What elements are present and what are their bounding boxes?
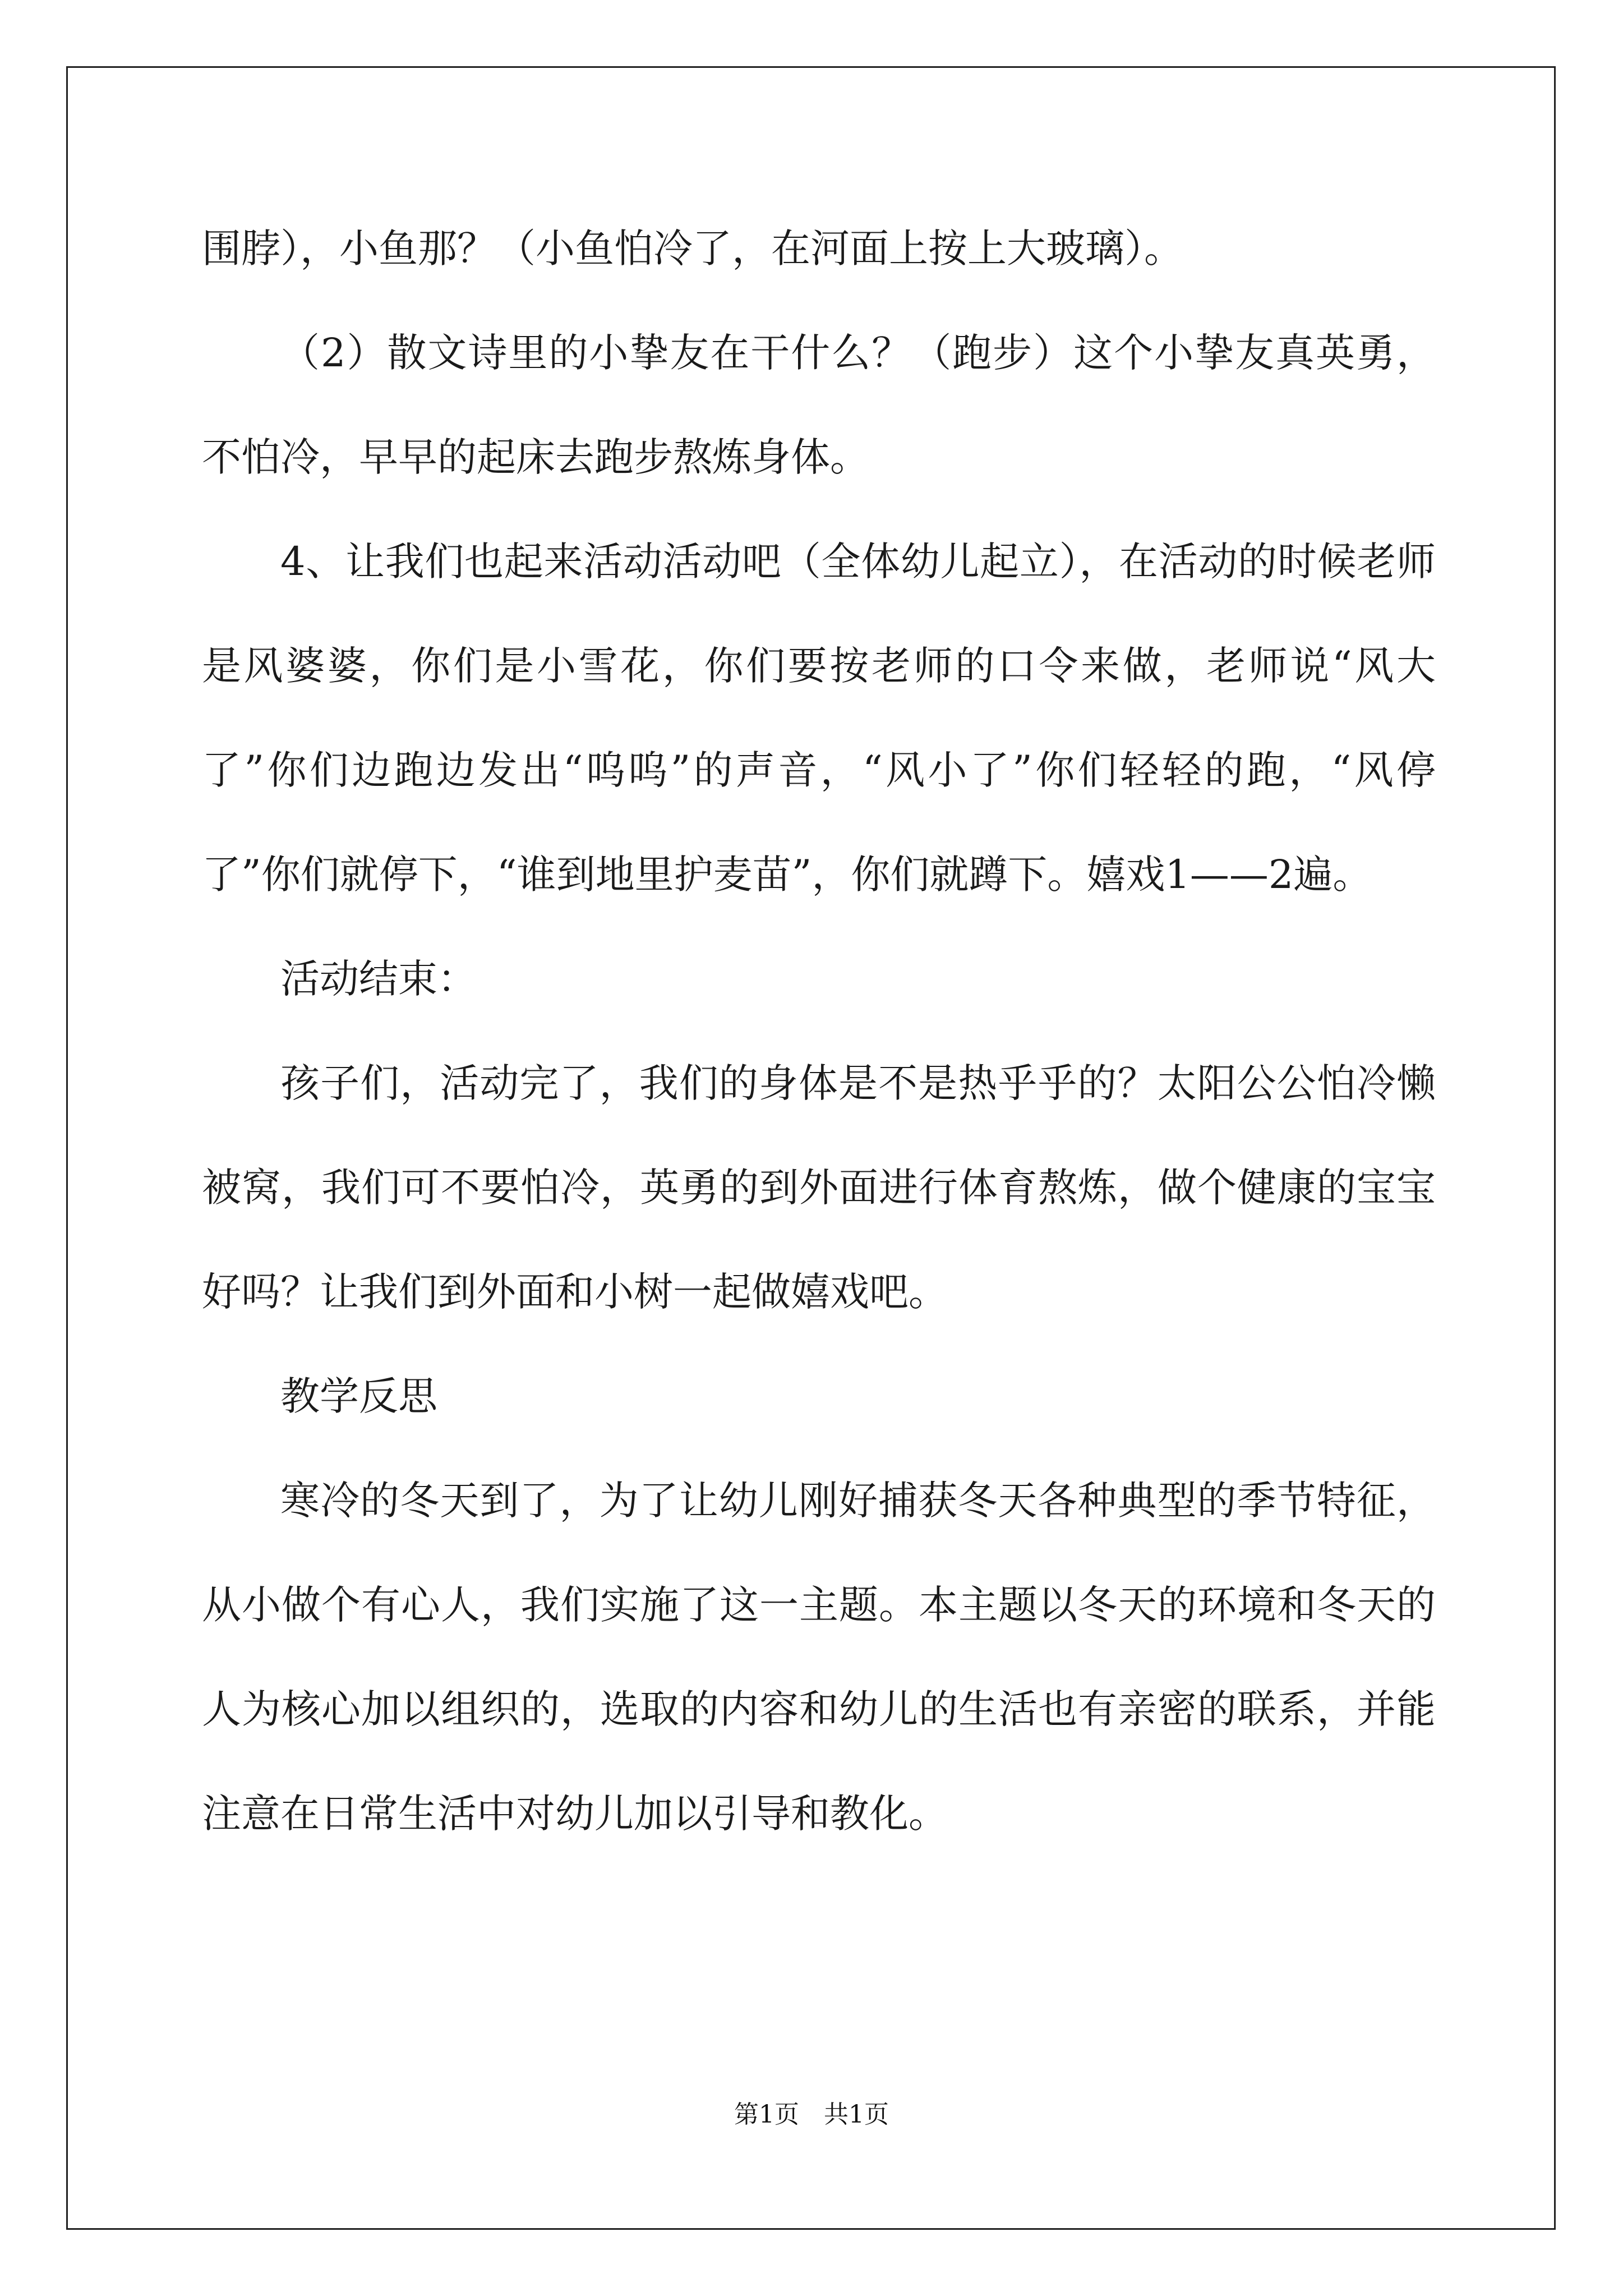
paragraph-5: 孩子们，活动完了，我们的身体是不是热乎乎的？太阳公公怕冷懒被窝，我们可不要怕冷，英勇的到外面进行体育熬炼，做个健康的宝宝好吗？让我们到外面和小树一起做嬉戏吧。 bbox=[202, 1060, 1436, 1315]
page-number-footer: 第1页 共1页 bbox=[734, 2100, 889, 2129]
paragraph-1: 围脖），小鱼那？（小鱼怕冷了，在河面上按上大玻璃）。 bbox=[202, 226, 1183, 272]
section-heading-teaching-reflection: 教学反思 bbox=[280, 1373, 437, 1419]
paragraph-2: （2）散文诗里的小挚友在干什么？（跑步）这个小挚友真英勇，不怕冷，早早的起床去跑步熬炼身体。 bbox=[202, 330, 1436, 480]
document-body bbox=[202, 196, 1436, 1866]
section-heading-activity-end: 活动结束： bbox=[280, 956, 477, 1002]
paragraph-7: 寒冷的冬天到了，为了让幼儿刚好捕获冬天各种典型的季节特征，从小做个有心人，我们实施了这一主题。本主题以冬天的环境和冬天的人为核心加以组织的，选取的内容和幼儿的生活也有亲密的联系，并能注意在日常生活中对幼儿加以引导和教化。 bbox=[202, 1478, 1436, 1837]
paragraph-3: 4、让我们也起来活动活动吧（全体幼儿起立），在活动的时候老师是风婆婆，你们是小雪花，你们要按老师的口令来做，老师说“风大了”你们边跑边发出“呜呜”的声音，“风小了”你们轻轻的跑，“风停了”你们就停下，“谁到地里护麦苗”，你们就蹲下。嬉戏1——2遍。 bbox=[202, 539, 1436, 898]
